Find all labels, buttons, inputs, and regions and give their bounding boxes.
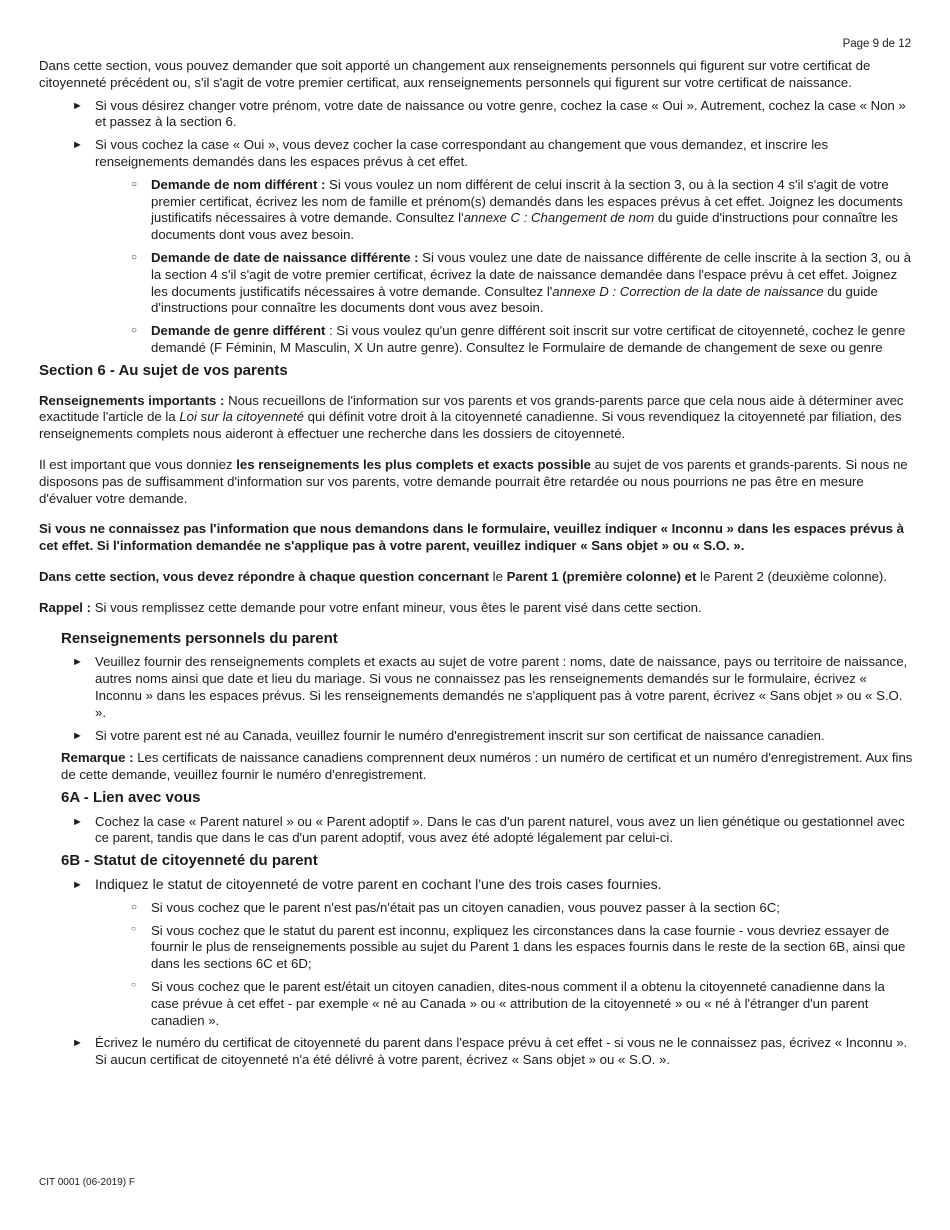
triangle-bullet-icon: ► <box>72 815 83 828</box>
name-change-item: ○ Demande de nom différent : Si vous voulez un nom différent de celui inscrit à la section 3, ou à la section 4 s'il s'agit de votre premier certificat, écrivez les nom de famille et prénom(s) demandés dans les espaces prévus à cet effet. Joignez les documents justificatifs nécessaires à votre demande. Consultez l'annexe C : Changement de nom du guide d'instructions pour connaître les documents dont vous avez besoin. <box>131 176 903 243</box>
triangle-bullet-icon: ► <box>72 1037 83 1050</box>
list-item-text: Veuillez fournir des renseignements complets et exacts au sujet de votre parent : noms, date de naissance, pays ou territoire de naissance, autres noms ainsi que date et lieu du mariage. Si vous ne connaissez pas les renseignements demandés sur le formulaire, écrivez « Inconnu » dans les espaces prévus. Si les renseignements demandés ne s'appliquent pas à votre parent, écrivez « Sans objet » ou « S.O. ». <box>95 654 908 720</box>
dob-change-label: Demande de date de naissance différente : <box>151 249 419 265</box>
list-item-text: Si vous cochez la case « Oui », vous devez cocher la case correspondant au changement que vous demandez, et inscrire les renseignements demandés dans les espaces prévus à cet effet. <box>95 137 829 169</box>
list-item-text: Cochez la case « Parent naturel » ou « Parent adoptif ». Dans le cas d'un parent naturel, vous avez un lien génétique ou gestationnel avec ce parent, tandis que dans le cas d'un parent adoptif, vous avez été adopté légalement par celui-ci. <box>95 813 905 846</box>
list-item-text: Si vous désirez changer votre prénom, votre date de naissance ou votre genre, cochez la case « Oui ». Autrement, cochez la case « Non » et passez à la section 6. <box>95 97 906 130</box>
list-item-text: Si votre parent est né au Canada, veuillez fournir le numéro d'enregistrement inscrit sur son certificat de naissance canadien. <box>95 727 825 743</box>
sub-list-item: ○ Si vous cochez que le parent est/était un citoyen canadien, dites-nous comment il a obtenu la citoyenneté canadienne dans la case prévue à cet effet - par exemple « né au Canada » ou « attribution de la citoyenneté » ou « né à l'étranger d'un parent canadien ». <box>131 979 885 1028</box>
circle-bullet-icon: ○ <box>131 251 138 263</box>
triangle-bullet-icon: ► <box>72 139 83 152</box>
list-item <box>39 728 913 745</box>
form-code-footer: CIT 0001 (06-2019) F <box>39 1177 135 1188</box>
complete-info-paragraph: Il est important que vous donniez les renseignements les plus complets et exacts possible au sujet de vos parents et grands-parents. Si nous ne disposons pas de suffisamment d'information sur vos parents, votre demande pourrait être retardée ou nous pourrions ne pas être en mesure d'évaluer votre demande. <box>39 456 908 506</box>
law-reference: Loi sur la citoyenneté <box>179 409 304 425</box>
list-item <box>39 137 913 171</box>
columns-note-paragraph: Dans cette section, vous devez répondre à chaque question concernant le Parent 1 (première colonne) et le Parent 2 (deuxième colonne). <box>39 568 887 584</box>
annex-c-reference: annexe C : Changement de nom <box>463 210 655 226</box>
circle-bullet-icon: ○ <box>131 325 138 337</box>
section-6-title: Section 6 - Au sujet de vos parents <box>39 361 288 379</box>
list-item <box>39 1035 913 1069</box>
guide-reference: du guide d'instructions <box>151 283 878 316</box>
name-change-label: Demande de nom différent : <box>151 176 326 192</box>
section-6a-title: 6A - Lien avec vous <box>61 788 201 806</box>
section-6b-title: 6B - Statut de citoyenneté du parent <box>61 852 318 870</box>
triangle-bullet-icon: ► <box>72 656 83 669</box>
list-item-text: Indiquez le statut de citoyenneté de votre parent en cochant l'une des trois cases fournies. <box>95 877 662 894</box>
annex-d-reference: annexe D : Correction de la date de naissance <box>552 283 824 299</box>
list-item <box>39 877 913 894</box>
important-info-paragraph: Renseignements importants : Nous recueillons de l'information sur vos parents et vos grands-parents parce que cela nous aide à déterminer avec exactitude l'article de la Loi sur la citoyenneté qui définit votre droit à la citoyenneté canadienne. Si vous revendiquez la citoyenneté par filiation, des renseignements complets nous aideront à effectuer une recherche dans les dossiers de citoyenneté. <box>39 392 904 442</box>
circle-bullet-icon: ○ <box>131 923 136 933</box>
intro-paragraph: Dans cette section, vous pouvez demander que soit apporté un changement aux renseignements personnels qui figurent sur votre certificat de citoyenneté précédent ou, s'il s'agit de votre premier certificat, aux renseignements personnels qui figurent sur votre certificat de naissance. <box>39 58 871 90</box>
triangle-bullet-icon: ► <box>72 879 83 892</box>
gender-change-label: Demande de genre différent <box>151 323 326 339</box>
page-number: Page 9 de 12 <box>842 38 911 50</box>
sub-list-item: ○ Si vous cochez que le statut du parent est inconnu, expliquez les circonstances dans la case fournie - vous devriez essayer de fournir le plus de renseignements possible au sujet du Parent 1 dans les espaces fournis dans le reste de la section 6B, ainsi que dans les sections 6C et 6D; <box>131 922 906 972</box>
personal-info-title: Renseignements personnels du parent <box>61 629 338 647</box>
list-item-text: Écrivez le numéro du certificat de citoyenneté du parent dans l'espace prévu à cet effet - si vous ne le connaissez pas, écrivez « Inconnu ». Si aucun certificat de citoyenneté n'a été délivré à votre parent, écrivez « Sans objet » ou « S.O. ». <box>95 1035 908 1068</box>
triangle-bullet-icon: ► <box>72 729 83 742</box>
list-item <box>39 98 913 132</box>
list-item <box>39 654 913 721</box>
triangle-bullet-icon: ► <box>72 99 83 112</box>
list-item <box>39 814 913 848</box>
circle-bullet-icon: ○ <box>131 980 136 990</box>
document-body <box>39 58 913 1075</box>
gender-change-item: ○ Demande de genre différent : Si vous voulez qu'un genre différent soit inscrit sur votre certificat de citoyenneté, cochez le genre demandé (F Féminin, M Masculin, X Un autre genre). Consultez le Formulaire de demande de changement de sexe ou genre <box>131 323 906 355</box>
sub-list-item: ○ Si vous cochez que le parent n'est pas/n'était pas un citoyen canadien, vous pouvez passer à la section 6C; <box>131 899 780 915</box>
unknown-note-paragraph: Si vous ne connaissez pas l'information que nous demandons dans le formulaire, veuillez indiquer « Inconnu » dans les espaces prévus à cet effet. Si l'information demandée ne s'applique pas à votre parent, veuillez indiquer « Sans objet » ou « S.O. ». <box>39 521 904 554</box>
guide-reference: du guide d'instructions <box>654 210 789 226</box>
remark-paragraph: Remarque : Les certificats de naissance canadiens comprennent deux numéros : un numéro de certificat et un numéro d'enregistrement. Aux fins de cette demande, veuillez fournir le numéro d'enregistrement. <box>61 750 913 783</box>
reminder-paragraph: Rappel : Si vous remplissez cette demande pour votre enfant mineur, vous êtes le parent visé dans cette section. <box>39 599 702 615</box>
circle-bullet-icon: ○ <box>131 901 138 913</box>
dob-change-item: ○ Demande de date de naissance différente : Si vous voulez une date de naissance différente de celle inscrite à la section 3, ou à la section 4 s'il s'agit de votre premier certificat, écrivez la date de naissance demandée dans l'espace prévu à cet effet. Joignez les documents justificatifs nécessaires à votre demande. Consultez l'annexe D : Correction de la date de naissance du guide d'instructions pour connaître les documents dont vous avez besoin. <box>131 249 911 316</box>
circle-bullet-icon: ○ <box>131 178 138 190</box>
